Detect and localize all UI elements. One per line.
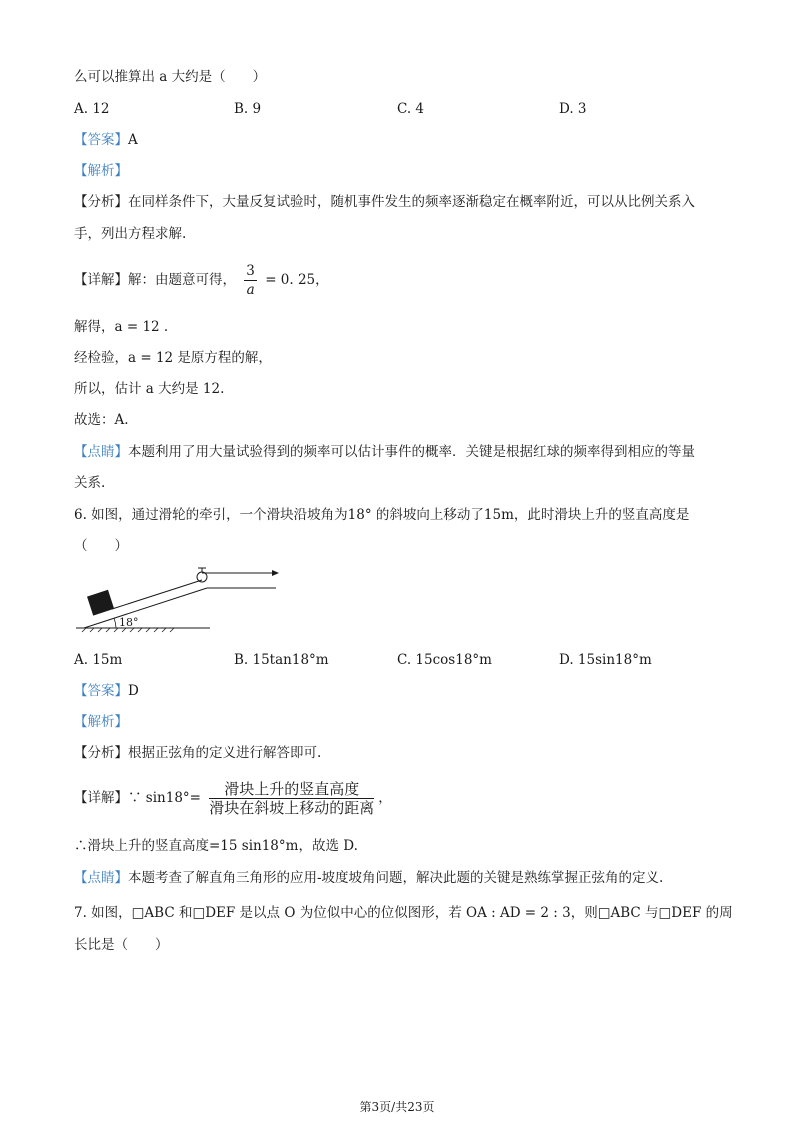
detail-tag: 【详解】 xyxy=(74,272,128,288)
page-footer: 第3页/共23页 xyxy=(359,1100,435,1114)
detail-text: 解：由题意可得， xyxy=(128,272,236,288)
q5-solve: 解得，a = 12 . xyxy=(74,319,169,335)
q6-analysis-tag: 【解析】 xyxy=(74,714,128,730)
q6-comment xyxy=(74,869,663,887)
q5-option-b: B. 9 xyxy=(234,101,262,117)
equation-rhs: = 0. 25， xyxy=(265,272,329,288)
detail-suffix: ， xyxy=(378,790,392,806)
answer-tag: 【答案】 xyxy=(74,132,128,148)
q6-option-c: C. 15cos18°m xyxy=(397,652,492,668)
answer-tag: 【答案】 xyxy=(74,683,128,699)
angle-arc xyxy=(114,618,116,628)
q5-option-c: C. 4 xyxy=(397,101,425,117)
q6-therefore: ∴滑块上升的竖直高度=15 sin18°m，故选 D. xyxy=(74,838,358,854)
detail-tag: 【详解】 xyxy=(74,790,128,806)
detail-prefix: ∵ sin18°= xyxy=(128,790,201,806)
q5-stem-tail: 么可以推算出 a 大约是（ ） xyxy=(74,69,267,85)
q6-option-a: A. 15m xyxy=(74,652,123,668)
q5-fraction xyxy=(244,262,257,299)
slope-pulley-figure xyxy=(74,562,294,638)
q5-conclusion: 所以，估计 a 大约是 12. xyxy=(74,381,225,397)
q6-detail xyxy=(74,778,392,820)
q5-fenxi-line2: 手，列出方程求解. xyxy=(74,226,187,242)
q5-choose: 故选：A. xyxy=(74,412,129,428)
q6-answer xyxy=(74,682,139,700)
q7-stem-line1: 7. 如图，□ABC 和□DEF 是以点 O 为位似中心的位似图形，若 OA : AD = 2 : 3，则□ABC 与□DEF 的周 xyxy=(74,905,733,921)
q5-fenxi-line1 xyxy=(74,193,695,211)
fenxi-text: 在同样条件下，大量反复试验时，随机事件发生的频率逐渐稳定在概率附近，可以从比例关系入 xyxy=(128,194,695,210)
q6-fenxi xyxy=(74,744,321,762)
comment-tag: 【点睛】 xyxy=(74,870,128,886)
q5-detail xyxy=(74,262,329,302)
answer-value: D xyxy=(128,683,139,699)
q6-stem-line2: （ ） xyxy=(74,538,128,554)
fenxi-tag: 【分析】 xyxy=(74,745,128,761)
q6-option-b: B. 15tan18°m xyxy=(234,652,329,668)
fraction-denominator: 滑块在斜坡上移动的距离 xyxy=(209,799,375,817)
q5-option-a: A. 12 xyxy=(74,101,110,117)
q6-option-d: D. 15sin18°m xyxy=(559,652,652,668)
q5-check: 经检验，a = 12 是原方程的解， xyxy=(74,350,272,366)
q5-analysis-tag: 【解析】 xyxy=(74,163,128,179)
q7-stem-line2: 长比是（ ） xyxy=(74,937,169,953)
comment-text: 本题考查了解直角三角形的应用-坡度坡角问题，解决此题的关键是熟练掌握正弦角的定义. xyxy=(128,870,664,886)
fraction-numerator: 3 xyxy=(246,263,255,279)
block-icon xyxy=(87,590,114,616)
comment-text: 本题利用了用大量试验得到的频率可以估计事件的概率．关键是根据红球的频率得到相应的等量 xyxy=(128,444,695,460)
q5-answer xyxy=(74,131,138,149)
q6-fraction xyxy=(209,780,374,817)
q5-option-d: D. 3 xyxy=(559,101,587,117)
fenxi-text: 根据正弦角的定义进行解答即可. xyxy=(128,745,322,761)
comment-tag: 【点睛】 xyxy=(74,444,128,460)
q6-stem-line1: 6. 如图，通过滑轮的牵引，一个滑块沿坡角为18° 的斜坡向上移动了15m，此时滑块上升的竖直高度是 xyxy=(74,507,690,523)
q5-comment-line1 xyxy=(74,443,695,461)
arrow-head-icon xyxy=(272,570,279,576)
fraction-denominator: a xyxy=(246,282,255,298)
angle-label: 18° xyxy=(119,616,139,629)
q5-comment-line2: 关系. xyxy=(74,475,106,491)
answer-value: A xyxy=(128,132,138,148)
fenxi-tag: 【分析】 xyxy=(74,194,128,210)
fraction-numerator: 滑块上升的竖直高度 xyxy=(209,780,374,799)
